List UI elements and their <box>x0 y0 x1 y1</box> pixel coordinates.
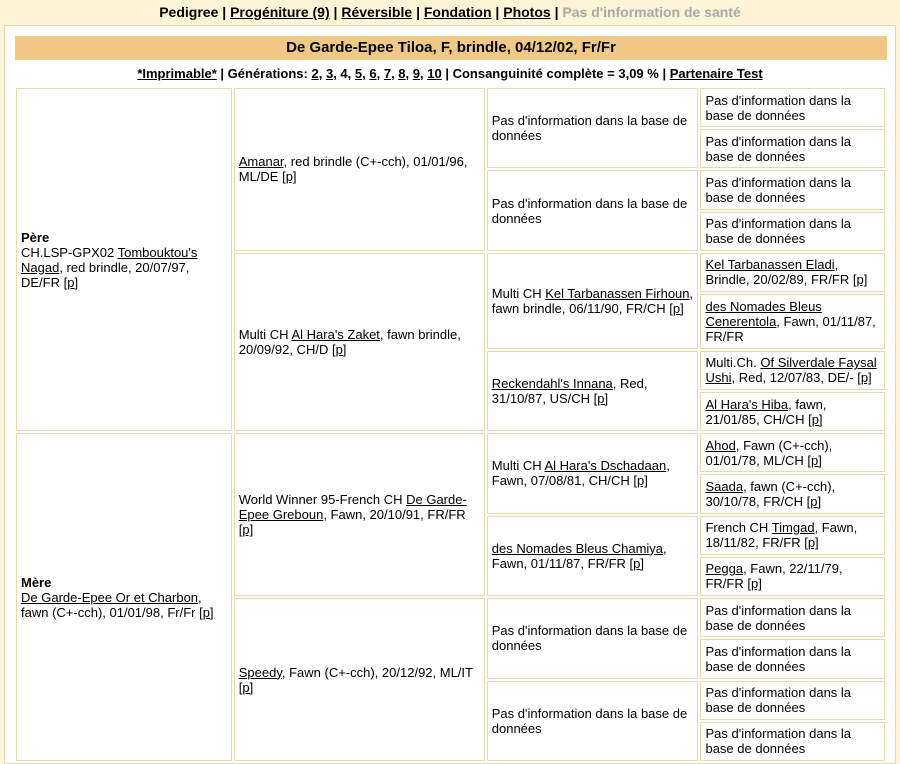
sire-cell <box>16 88 232 431</box>
photo-link[interactable]: [p] <box>199 604 214 620</box>
pedigree-row <box>16 433 885 472</box>
nav-progeny-link[interactable]: Progéniture (9) <box>230 4 330 20</box>
photo-link[interactable]: [p] <box>669 300 684 316</box>
dog-details: , fawn brindle, 20/09/92, CH/D <box>238 327 461 358</box>
great-great-grandparent-cell <box>700 722 885 761</box>
dog-details: , fawn brindle, 06/11/90, FR/CH <box>491 285 694 316</box>
dog-details: , fawn (C+-cch), 30/10/78, FR/CH <box>705 479 836 510</box>
printable-link[interactable]: *Imprimable* <box>137 66 217 81</box>
nav-pedigree: Pedigree <box>159 4 219 20</box>
dog-name-link[interactable]: des Nomades Bleus Cenerentola <box>705 298 822 329</box>
great-grandparent-cell <box>487 170 699 250</box>
great-great-grandparent-cell <box>700 474 885 513</box>
nav-separator: | <box>416 4 424 20</box>
dog-details: , Fawn (C+-cch), 01/01/78, ML/CH <box>705 437 833 468</box>
great-great-grandparent-cell <box>700 557 885 596</box>
generations-list: 2, 3, 4, 5, 6, 7, 8, 9, 10 <box>311 66 442 81</box>
dog-name-link[interactable]: Amanar <box>238 154 284 170</box>
generation-5-link[interactable]: 5 <box>354 66 363 81</box>
no-data-text: Pas d'information dans la base de données <box>491 113 688 144</box>
no-data-text: Pas d'information dans la base de données <box>491 195 688 226</box>
no-data-text: Pas d'information dans la base de données <box>705 685 852 716</box>
photo-link[interactable]: [p] <box>593 391 609 406</box>
dog-title: World Winner 95-French CH <box>238 492 407 508</box>
dog-name-link[interactable]: De Garde-Epee Or et Charbon <box>21 589 199 605</box>
dog-name-link[interactable]: Ahod <box>705 437 736 453</box>
great-great-grandparent-cell <box>700 212 885 251</box>
nav-separator: | <box>333 4 342 20</box>
dog-details: , Fawn, 07/08/81, CH/CH <box>491 458 670 489</box>
great-great-grandparent-cell <box>700 433 885 472</box>
dog-title: CH.LSP-GPX02 <box>21 244 118 260</box>
generation-4: 4 <box>340 66 348 81</box>
dog-title: French CH <box>705 520 772 536</box>
great-great-grandparent-cell <box>700 516 885 555</box>
photo-link[interactable]: [p] <box>238 679 254 695</box>
grandparent-cell <box>234 598 485 761</box>
great-great-grandparent-cell <box>700 598 885 637</box>
photo-link[interactable]: [p] <box>852 272 868 288</box>
page-title: De Garde-Epee Tiloa, F, brindle, 04/12/02, Fr/Fr <box>15 36 887 60</box>
great-grandparent-cell <box>487 253 699 349</box>
great-grandparent-cell <box>487 516 699 596</box>
grandparent-cell <box>234 88 485 251</box>
no-data-text: Pas d'information dans la base de données <box>491 705 688 736</box>
photo-link[interactable]: [p] <box>747 576 762 592</box>
no-data-text: Pas d'information dans la base de données <box>705 92 852 123</box>
dog-title: Multi.Ch. <box>705 355 761 371</box>
options-separator: | <box>445 66 453 81</box>
dog-name-link[interactable]: Saada <box>705 479 744 495</box>
nav-reversible-link[interactable]: Réversible <box>341 4 413 20</box>
photo-link[interactable]: [p] <box>857 370 872 386</box>
great-great-grandparent-cell <box>700 351 885 390</box>
dam-cell <box>16 433 232 761</box>
photo-link[interactable]: [p] <box>806 494 822 510</box>
test-partner-link[interactable]: Partenaire Test <box>669 66 763 81</box>
dog-name-link[interactable]: Tombouktou's Nagad <box>21 244 198 275</box>
generations-label: Générations: <box>227 66 308 81</box>
options-bar <box>5 65 895 83</box>
no-data-text: Pas d'information dans la base de données <box>705 175 852 206</box>
dog-name-link[interactable]: des Nomades Bleus Chamiya <box>491 540 664 556</box>
parent-label: Mère <box>21 574 52 590</box>
nav-separator: | <box>554 4 563 20</box>
dog-name-link[interactable]: Al Hara's Hiba <box>705 396 789 412</box>
dog-name-link[interactable]: Speedy <box>238 664 282 680</box>
nav-photos-link[interactable]: Photos <box>503 4 551 20</box>
great-great-grandparent-cell <box>700 88 885 127</box>
grandparent-cell <box>234 253 485 431</box>
generation-9-link[interactable]: 9 <box>412 66 420 81</box>
dog-details: , Fawn, 22/11/79, FR/FR <box>705 561 843 592</box>
photo-link[interactable]: [p] <box>238 522 254 538</box>
dog-name-link[interactable]: Kel Tarbanassen Firhoun <box>545 285 690 301</box>
dog-details: , Fawn, 18/11/82, FR/FR <box>705 520 858 551</box>
great-great-grandparent-cell <box>700 294 885 349</box>
great-great-grandparent-cell <box>700 639 885 678</box>
dog-details: , Fawn, 01/11/87, FR/FR <box>491 540 667 571</box>
generation-6-link[interactable]: 6 <box>369 66 377 81</box>
great-grandparent-cell <box>487 433 699 513</box>
dog-details: , Fawn, 20/10/91, FR/FR <box>323 507 466 523</box>
grandparent-cell <box>234 433 485 596</box>
coi-text: Consanguinité complète = 3,09 % <box>452 66 659 81</box>
no-data-text: Pas d'information dans la base de données <box>705 643 852 674</box>
great-grandparent-cell <box>487 88 699 168</box>
generation-7-link[interactable]: 7 <box>383 66 392 81</box>
pedigree-table <box>14 86 887 763</box>
photo-link[interactable]: [p] <box>808 411 823 427</box>
photo-link[interactable]: [p] <box>331 342 347 358</box>
pedigree-frame <box>4 25 896 764</box>
dog-name-link[interactable]: Al Hara's Zaket <box>291 327 380 343</box>
no-data-text: Pas d'information dans la base de données <box>705 133 852 164</box>
dog-details: , Brindle, 20/02/89, FR/FR <box>705 257 853 288</box>
options-separator: | <box>662 66 670 81</box>
dog-title: Multi CH <box>238 327 292 343</box>
photo-link[interactable]: [p] <box>629 555 644 571</box>
great-great-grandparent-cell <box>700 129 885 168</box>
photo-link[interactable]: [p] <box>282 169 297 185</box>
dog-name-link[interactable]: De Garde-Epee Greboun <box>238 492 467 523</box>
photo-link[interactable]: [p] <box>804 535 819 551</box>
dog-title: Multi CH <box>491 285 546 301</box>
dog-details: , red brindle (C+-cch), 01/01/96, ML/DE <box>238 154 468 185</box>
dog-name-link[interactable]: Reckendahl's Innana <box>491 376 613 391</box>
no-data-text: Pas d'information dans la base de données <box>705 726 852 757</box>
nav-separator: | <box>495 4 504 20</box>
great-great-grandparent-cell <box>700 170 885 209</box>
generation-3-link[interactable]: 3 <box>325 66 334 81</box>
no-data-text: Pas d'information dans la base de données <box>705 216 852 247</box>
dog-name-link[interactable]: Al Hara's Dschadaan <box>544 458 667 474</box>
no-data-text: Pas d'information dans la base de données <box>705 602 852 633</box>
dog-details: , fawn, 21/01/85, CH/CH <box>705 396 827 427</box>
great-great-grandparent-cell <box>700 253 885 292</box>
dog-details: , red brindle, 20/07/97, DE/FR <box>21 259 190 290</box>
top-nav <box>0 0 900 24</box>
generation-2-link[interactable]: 2 <box>311 66 319 81</box>
dog-details: , Fawn (C+-cch), 20/12/92, ML/IT <box>281 664 473 680</box>
generation-10-link[interactable]: 10 <box>427 66 442 81</box>
dog-details: , Fawn, 01/11/87, FR/FR <box>705 313 876 344</box>
dog-details: , fawn (C+-cch), 01/01/98, Fr/Fr <box>21 589 202 620</box>
nav-separator: | <box>222 4 231 20</box>
dog-name-link[interactable]: Of Silverdale Faysal Ushi <box>705 355 877 386</box>
dog-details: , Red, 31/10/87, US/CH <box>491 376 648 406</box>
options-separator: | <box>220 66 228 81</box>
generation-8-link[interactable]: 8 <box>398 66 406 81</box>
no-data-text: Pas d'information dans la base de données <box>491 623 688 654</box>
parent-label: Père <box>21 229 50 245</box>
photo-link[interactable]: [p] <box>633 473 648 489</box>
pedigree-row <box>16 88 885 127</box>
great-grandparent-cell <box>487 351 699 431</box>
great-great-grandparent-cell <box>700 392 885 431</box>
dog-name-link[interactable]: Pegga <box>705 561 744 577</box>
photo-link[interactable]: [p] <box>807 452 822 468</box>
dog-name-link[interactable]: Kel Tarbanassen Eladi <box>705 257 835 273</box>
great-great-grandparent-cell <box>700 681 885 720</box>
photo-link[interactable]: [p] <box>63 274 79 290</box>
great-grandparent-cell <box>487 681 699 761</box>
nav-health-disabled: Pas d'information de santé <box>562 4 741 20</box>
great-grandparent-cell <box>487 598 699 678</box>
dog-details: , Red, 12/07/83, DE/- <box>731 370 858 386</box>
nav-foundation-link[interactable]: Fondation <box>423 4 492 20</box>
dog-title: Multi CH <box>491 458 545 474</box>
dog-name-link[interactable]: Timgad <box>771 520 815 536</box>
